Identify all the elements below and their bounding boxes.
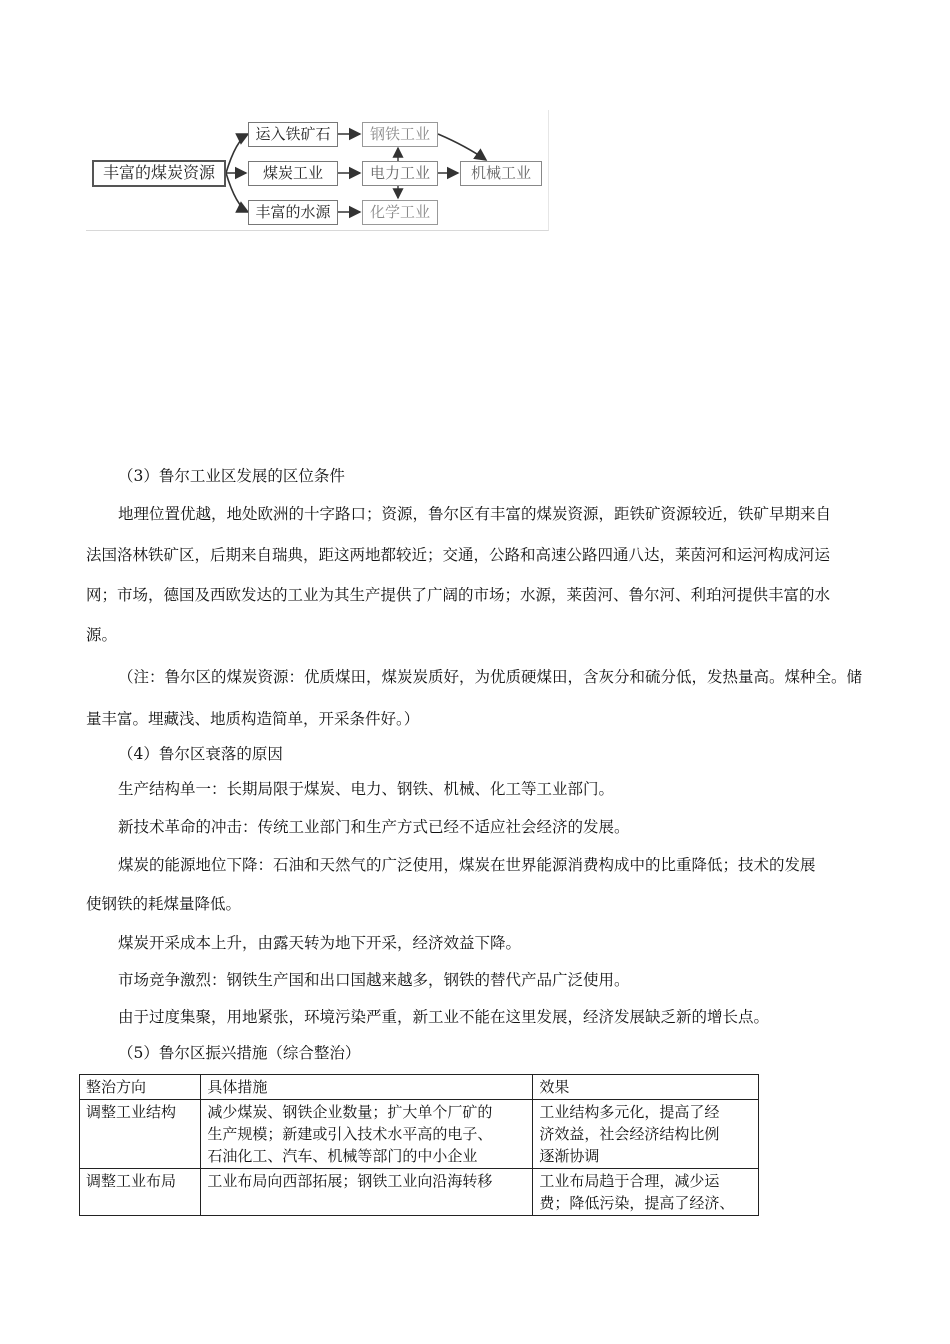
table-cell-line: 减少煤炭、钢铁企业数量；扩大单个厂矿的 [207, 1103, 493, 1121]
section4-line-2: 新技术革命的冲击：传统工业部门和生产方式已经不适应社会经济的发展。 [118, 818, 630, 836]
table-cell-effects [533, 1169, 759, 1216]
node-chemical-industry: 化学工业 [362, 200, 438, 225]
table-cell-line: 石油化工、汽车、机械等部门的中小企业 [207, 1147, 478, 1165]
node-steel-industry: 钢铁工业 [362, 122, 438, 147]
node-coal-resources: 丰富的煤炭资源 [92, 160, 226, 187]
table-header-measures: 具体措施 [201, 1075, 533, 1100]
table-cell-direction: 调整工业结构 [80, 1100, 201, 1169]
section3-note-line-1: （注：鲁尔区的煤炭资源：优质煤田，煤炭炭质好，为优质硬煤田，含灰分和硫分低，发热量高。煤种全。储 [118, 668, 863, 686]
section4-line-1: 生产结构单一：长期局限于煤炭、电力、钢铁、机械、化工等工业部门。 [118, 780, 615, 798]
node-abundant-water: 丰富的水源 [248, 200, 338, 225]
table-cell-line: 生产规模；新建或引入技术水平高的电子、 [207, 1125, 493, 1143]
section4-line-4: 使钢铁的耗煤量降低。 [86, 895, 242, 913]
table-cell-effects [533, 1100, 759, 1169]
section3-line-4: 源。 [86, 626, 118, 644]
arrow-source-to-ore [226, 134, 248, 173]
table-header-effects: 效果 [533, 1075, 759, 1100]
section5-heading: （5）鲁尔区振兴措施（综合整治） [118, 1044, 361, 1062]
section3-line-2: 法国洛林铁矿区，后期来自瑞典，距这两地都较近；交通，公路和高速公路四通八达，莱茵河和运河构成河运 [86, 546, 831, 564]
arrow-source-to-water [226, 173, 248, 212]
table-cell-direction: 调整工业布局 [80, 1169, 201, 1216]
table-cell-line: 逐渐协调 [539, 1147, 600, 1165]
table-cell-line: 工业布局向西部拓展；钢铁工业向沿海转移 [207, 1172, 493, 1190]
table-cell-measures [201, 1100, 533, 1169]
section3-line-3: 网；市场，德国及西欧发达的工业为其生产提供了广阔的市场；水源，莱茵河、鲁尔河、利珀河提供丰富的水 [86, 586, 831, 604]
node-power-industry: 电力工业 [362, 161, 438, 186]
section4-line-3: 煤炭的能源地位下降：石油和天然气的广泛使用，煤炭在世界能源消费构成中的比重降低；技术的发展 [118, 856, 816, 874]
table-cell-line: 工业结构多元化，提高了经 [539, 1103, 720, 1121]
table-header-direction: 整治方向 [80, 1075, 201, 1100]
table-cell-line: 工业布局趋于合理，减少运 [539, 1172, 720, 1190]
table-cell-line: 济效益，社会经济结构比例 [539, 1125, 720, 1143]
section3-note-line-2: 量丰富。埋藏浅、地质构造简单，开采条件好。） [86, 710, 420, 728]
node-import-iron-ore: 运入铁矿石 [248, 122, 338, 147]
table-cell-measures [201, 1169, 533, 1216]
section4-line-5: 煤炭开采成本上升，由露天转为地下开采，经济效益下降。 [118, 934, 522, 952]
section3-heading: （3）鲁尔工业区发展的区位条件 [118, 467, 345, 485]
measures-table [79, 1074, 759, 1216]
arrow-steel-to-machinery [438, 134, 486, 160]
section4-heading: （4）鲁尔区衰落的原因 [118, 745, 283, 763]
table-row [80, 1169, 759, 1216]
table-row [80, 1100, 759, 1169]
node-machinery-industry: 机械工业 [460, 161, 542, 186]
section4-line-7: 由于过度集聚，用地紧张，环境污染严重，新工业不能在这里发展，经济发展缺乏新的增长点。 [118, 1008, 770, 1026]
section3-line-1: 地理位置优越，地处欧洲的十字路口；资源，鲁尔区有丰富的煤炭资源，距铁矿资源较近，铁矿早期来自 [118, 505, 832, 523]
section4-line-6: 市场竞争激烈：钢铁生产国和出口国越来越多，钢铁的替代产品广泛使用。 [118, 971, 630, 989]
industry-flow-diagram [86, 110, 548, 232]
table-header-row [80, 1075, 759, 1100]
table-cell-line: 费；降低污染，提高了经济、 [539, 1194, 735, 1212]
node-coal-industry: 煤炭工业 [248, 161, 338, 186]
